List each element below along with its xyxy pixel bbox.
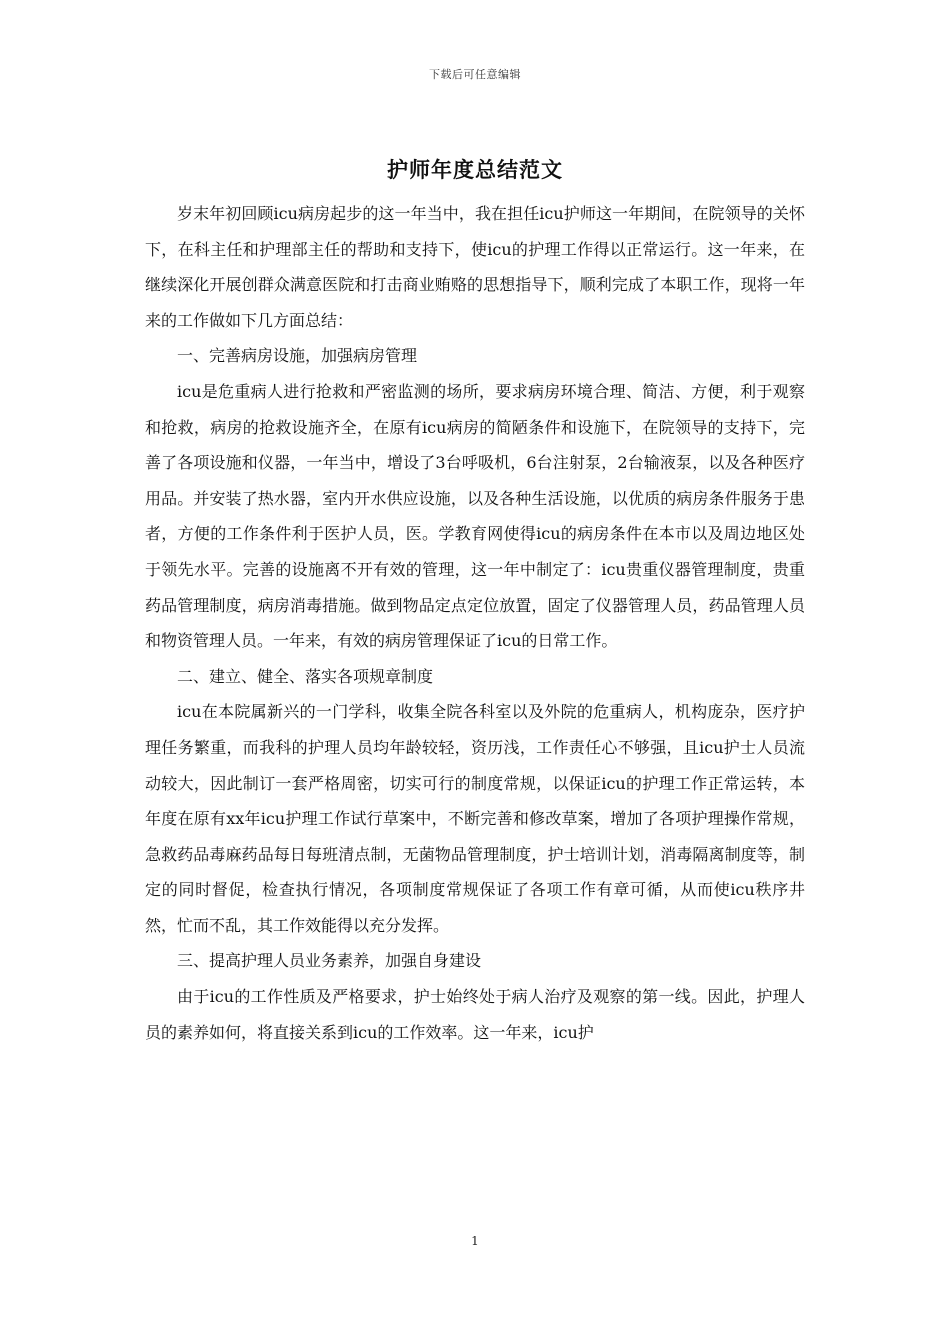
intro-paragraph: 岁末年初回顾icu病房起步的这一年当中，我在担任icu护师这一年期间，在院领导的关怀下，在科主任和护理部主任的帮助和支持下，使icu的护理工作得以正常运行。这一年来，在继续深化开展创群众满意医院和打击商业贿赂的思想指导下，顺利完成了本职工作，现将一年来的工作做如下几方面总结： (145, 204, 805, 330)
section-paragraph-2: icu在本院属新兴的一门学科，收集全院各科室以及外院的危重病人，机构庞杂，医疗护理任务繁重，而我科的护理人员均年龄较轻，资历浅，工作责任心不够强，且icu护士人员流动较大，因此制订一套严格周密，切实可行的制度常规，以保证icu的护理工作正常运转，本年度在原有xx年icu护理工作试行草案中，不断完善和修改草案，增加了各项护理操作常规，急救药品毒麻药品每日每班清点制，无菌物品管理制度，护士培训计划，消毒隔离制度等，制定的同时督促，检查执行情况，各项制度常规保证了各项工作有章可循，从而使icu秩序井然，忙而不乱，其工作效能得以充分发挥。 (145, 702, 805, 935)
section-heading-2: 二、建立、健全、落实各项规章制度 (177, 666, 434, 686)
document-body (145, 196, 805, 1050)
section-heading-1: 一、完善病房设施，加强病房管理 (177, 346, 418, 366)
header-note: 下载后可任意编辑 (429, 68, 521, 81)
section-paragraph-3: 由于icu的工作性质及严格要求，护士始终处于病人治疗及观察的第一线。因此，护理人员的素养如何，将直接关系到icu的工作效率。这一年来，icu护 (145, 987, 805, 1042)
page-number: 1 (471, 1234, 479, 1248)
document-title: 护师年度总结范文 (387, 157, 563, 182)
section-paragraph-1: icu是危重病人进行抢救和严密监测的场所，要求病房环境合理、简洁、方便，利于观察和抢救，病房的抢救设施齐全，在原有icu病房的简陋条件和设施下，在院领导的支持下，完善了各项设施和仪器，一年当中，增设了3台呼吸机，6台注射泵，2台输液泵，以及各种医疗用品。并安装了热水器，室内开水供应设施，以及各种生活设施，以优质的病房条件服务于患者，方便的工作条件利于医护人员，医。学教育网使得icu的病房条件在本市以及周边地区处于领先水平。完善的设施离不开有效的管理，这一年中制定了：icu贵重仪器管理制度，贵重药品管理制度，病房消毒措施。做到物品定点定位放置，固定了仪器管理人员，药品管理人员和物资管理人员。一年来，有效的病房管理保证了icu的日常工作。 (145, 381, 805, 651)
section-heading-3: 三、提高护理人员业务素养，加强自身建设 (177, 951, 482, 971)
